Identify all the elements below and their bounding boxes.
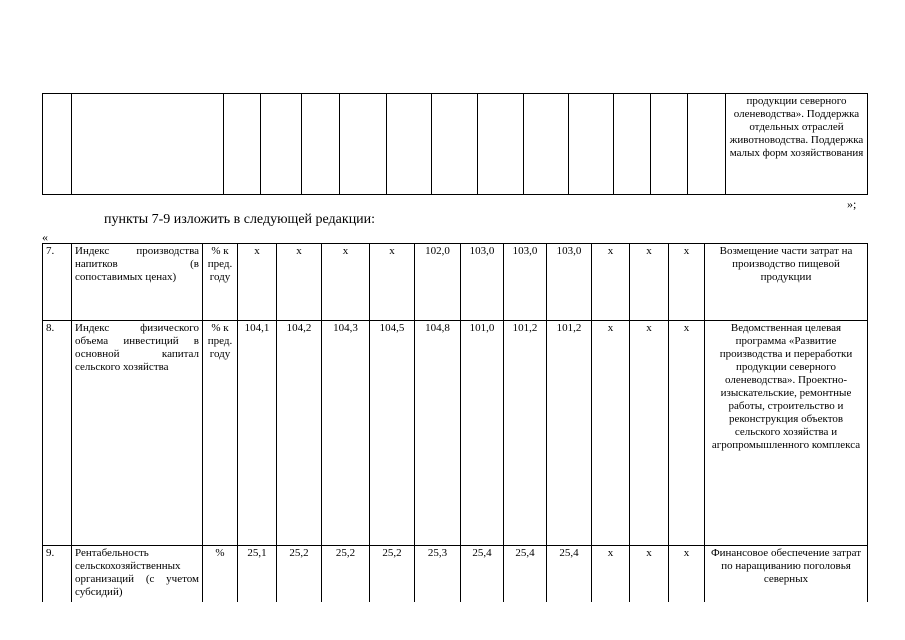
cell-value: x xyxy=(630,244,669,321)
closing-quote: »; xyxy=(847,197,857,211)
cell-value xyxy=(340,94,387,195)
cell-value xyxy=(688,94,726,195)
table-row xyxy=(43,94,868,195)
cell-name: Рентабельность сельскохозяйственных организаций (с учетом субсидий) xyxy=(72,546,203,603)
previous-table-fragment xyxy=(42,93,868,195)
cell-num xyxy=(43,94,72,195)
cell-description: Финансовое обеспечение затрат по наращиванию поголовья северных xyxy=(705,546,868,603)
cell-value xyxy=(614,94,651,195)
cell-value: x xyxy=(592,244,630,321)
cell-value xyxy=(478,94,524,195)
cell-value: 25,4 xyxy=(504,546,547,603)
cell-value: x xyxy=(238,244,277,321)
cell-value: 104,8 xyxy=(415,321,461,546)
opening-quote: « xyxy=(42,230,48,244)
cell-value: x xyxy=(370,244,415,321)
cell-value: x xyxy=(630,321,669,546)
cell-value: 103,0 xyxy=(461,244,504,321)
cell-value: 104,1 xyxy=(238,321,277,546)
cell-value: 101,2 xyxy=(547,321,592,546)
indicators-table xyxy=(42,243,868,602)
cell-value xyxy=(261,94,302,195)
cell-value: 101,0 xyxy=(461,321,504,546)
cell-value: x xyxy=(322,244,370,321)
cell-value: 104,5 xyxy=(370,321,415,546)
cell-value: x xyxy=(669,546,705,603)
cell-value xyxy=(387,94,432,195)
cell-value xyxy=(432,94,478,195)
cell-num: 7. xyxy=(43,244,72,321)
table-row xyxy=(43,546,868,603)
cell-num: 8. xyxy=(43,321,72,546)
cell-value: x xyxy=(592,321,630,546)
cell-value xyxy=(651,94,688,195)
cell-value: 104,3 xyxy=(322,321,370,546)
cell-description: Ведомственная целевая программа «Развитие производства и переработки продукции северного оленеводства». Проектно-изыскательские, ремонтные работы, строительство и реконструкция объектов сельского хозяйства и агропромышленного комплекса xyxy=(705,321,868,546)
cell-value xyxy=(524,94,569,195)
cell-value: 102,0 xyxy=(415,244,461,321)
cell-value: 25,3 xyxy=(415,546,461,603)
cell-unit: % к пред. году xyxy=(203,321,238,546)
cell-value: x xyxy=(592,546,630,603)
cell-value: x xyxy=(669,321,705,546)
cell-unit: % xyxy=(203,546,238,603)
cell-value: 103,0 xyxy=(504,244,547,321)
cell-value: x xyxy=(669,244,705,321)
cell-value xyxy=(569,94,614,195)
table-row xyxy=(43,244,868,321)
cell-unit xyxy=(224,94,261,195)
cell-num: 9. xyxy=(43,546,72,603)
cell-name: Индекс производства напитков (в сопоставимых ценах) xyxy=(72,244,203,321)
cell-value: 25,4 xyxy=(461,546,504,603)
cell-value: 104,2 xyxy=(277,321,322,546)
table-row xyxy=(43,321,868,546)
cell-value: 25,1 xyxy=(238,546,277,603)
cell-name: Индекс физического объема инвестиций в основной капитал сельского хозяйства xyxy=(72,321,203,546)
cell-value: x xyxy=(630,546,669,603)
cell-value: 25,2 xyxy=(277,546,322,603)
cell-value: 103,0 xyxy=(547,244,592,321)
cell-name xyxy=(72,94,224,195)
cell-value: 25,2 xyxy=(370,546,415,603)
cell-value: 25,4 xyxy=(547,546,592,603)
cell-description: Возмещение части затрат на производство пищевой продукции xyxy=(705,244,868,321)
cell-unit: % к пред. году xyxy=(203,244,238,321)
cell-value: 25,2 xyxy=(322,546,370,603)
cell-value: x xyxy=(277,244,322,321)
cell-description: продукции северного оленеводства». Поддержка отдельных отраслей животноводства. Поддержка малых форм хозяйствования xyxy=(726,94,868,195)
cell-value xyxy=(302,94,340,195)
instruction-text: пункты 7-9 изложить в следующей редакции: xyxy=(104,212,376,227)
cell-value: 101,2 xyxy=(504,321,547,546)
